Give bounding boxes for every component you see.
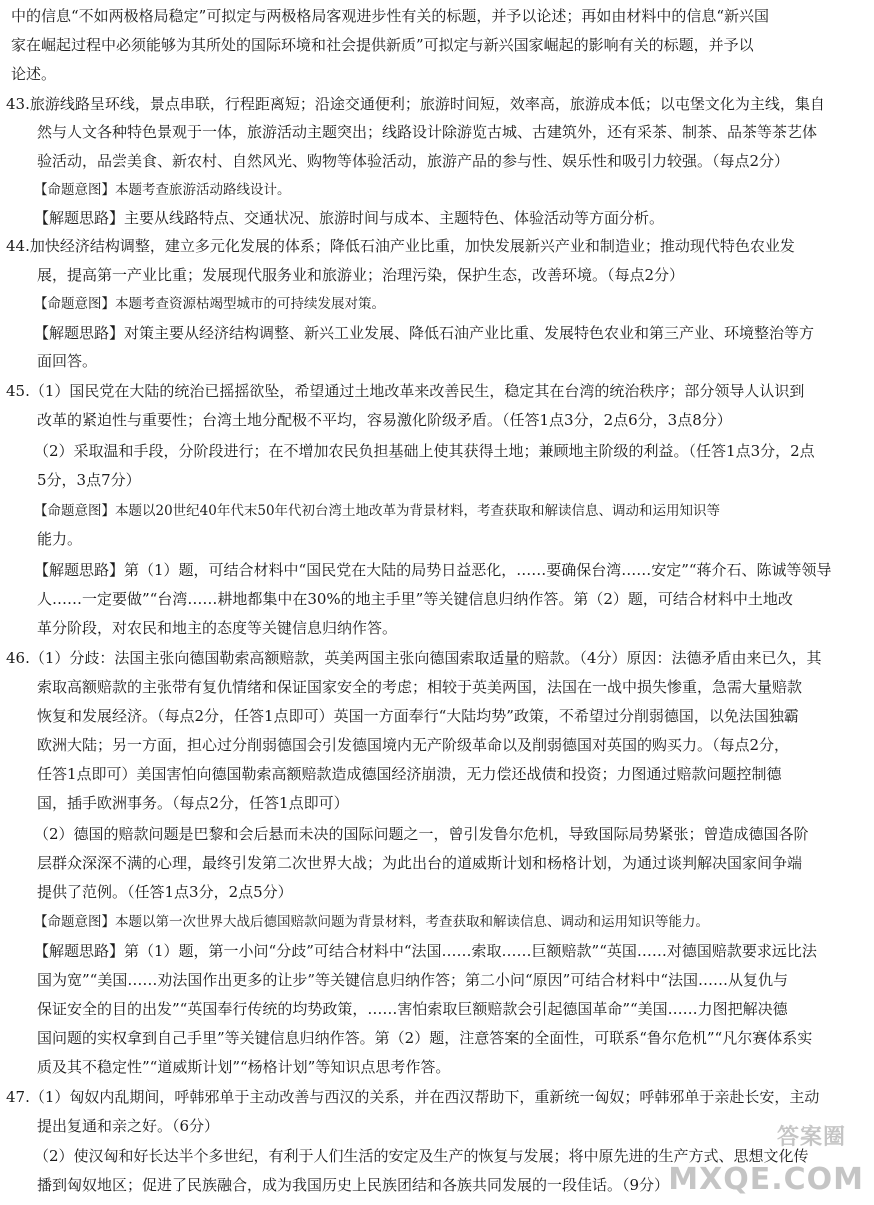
analysis-45: 【解题思路】第（1）题，可结合材料中“国民党在大陆的局势日益恶化，……要确保台湾……安定”“蒋介石、陈诚等领导: [34, 561, 832, 579]
intent-43: 【命题意图】本题考查旅游活动路线设计。: [34, 182, 291, 198]
text-line: 播到匈奴地区；促进了民族融合，成为我国历史上民族团结和各族共同发展的一段佳话。（9分）: [37, 1176, 670, 1194]
text-line: 提供了范例。（任答1点3分，2点5分）: [37, 883, 293, 901]
text-line: 任答1点即可）美国害怕向德国勒索高额赔款造成德国经济崩溃，无力偿还战债和投资；力图通过赔款问题控制德: [37, 765, 782, 783]
text-line: 层群众深深不满的心理，最终引发第二次世界大战；为此出台的道威斯计划和杨格计划，为通过谈判解决国家间争端: [37, 854, 803, 872]
text-line: （2）德国的赔款问题是巴黎和会后悬而未决的国际问题之一，曾引发鲁尔危机，导致国际局势紧张；曾造成德国各阶: [34, 825, 809, 843]
text-line: 中的信息“不如两极格局稳定”可拟定与两极格局客观进步性有关的标题，并予以论述；再如由材料中的信息“新兴国: [11, 7, 770, 25]
text-line: 面回答。: [37, 352, 98, 370]
text-line: 展，提高第一产业比重；发展现代服务业和旅游业；治理污染，保护生态，改善环境。（每点2分）: [37, 266, 685, 284]
question-45: 45.（1）国民党在大陆的统治已摇摇欲坠，希望通过土地改革来改善民生，稳定其在台湾的统治秩序；部分领导人认识到: [6, 382, 805, 400]
question-44: 44.加快经济结构调整，建立多元化发展的体系；降低石油产业比重，加快发展新兴产业和制造业；推动现代特色农业发: [6, 237, 795, 255]
text-line: 国问题的实权拿到自己手里”等关键信息归纳作答。第（2）题，注意答案的全面性，可联系“鲁尔危机”“凡尔赛体系实: [37, 1029, 813, 1047]
intent-45: 【命题意图】本题以20世纪40年代末50年代初台湾土地改革为背景材料，考查获取和解读信息、调动和运用知识等: [34, 503, 721, 519]
question-47: 47.（1）匈奴内乱期间，呼韩邪单于主动改善与西汉的关系，并在西汉帮助下，重新统一匈奴；呼韩邪单于亲赴长安，主动: [6, 1088, 820, 1106]
text-line: 能力。: [37, 530, 83, 548]
text-line: 验活动，品尝美食、新农村、自然风光、购物等体验活动，旅游产品的参与性、娱乐性和吸引力较强。（每点2分）: [37, 152, 790, 170]
text-line: 家在崛起过程中必须能够为其所处的国际环境和社会提供新质”可拟定与新兴国家崛起的影响有关的标题，并予以: [11, 36, 754, 54]
text-line: 革分阶段，对农民和地主的态度等关键信息归纳作答。: [37, 619, 398, 637]
text-line: 论述。: [11, 65, 57, 83]
watermark-top-text: 答案圈: [776, 1125, 846, 1150]
analysis-44: 【解题思路】对策主要从经济结构调整、新兴工业发展、降低石油产业比重、发展特色农业和第三产业、环境整治等方: [34, 324, 815, 342]
text-line: 然与人文各种特色景观于一体，旅游活动主题突出；线路设计除游览古城、古建筑外，还有采茶、制茶、品茶等茶艺体: [37, 123, 818, 141]
text-line: 恢复和发展经济。（每点2分，任答1点即可）英国一方面奉行“大陆均势”政策，不希望过分削弱德国，以免法国独霸: [37, 707, 799, 725]
analysis-46: 【解题思路】第（1）题，第一小问“分歧”可结合材料中“法国……索取……巨额赔款”“英国……对德国赔款要求远比法: [34, 942, 817, 960]
text-line: 5分，3点7分）: [37, 471, 141, 489]
text-line: 国，插手欧洲事务。（每点2分，任答1点即可）: [37, 794, 349, 812]
text-line: 索取高额赔款的主张带有复仇情绪和保证国家安全的考虑；相较于英美两国，法国在一战中损失惨重，急需大量赔款: [37, 678, 803, 696]
text-line: 提出复通和亲之好。（6分）: [37, 1117, 220, 1135]
intent-46: 【命题意图】本题以第一次世界大战后德国赔款问题为背景材料，考查获取和解读信息、调动和运用知识等能力。: [34, 914, 709, 930]
analysis-43: 【解题思路】主要从线路特点、交通状况、旅游时间与成本、主题特色、体验活动等方面分析。: [34, 209, 665, 227]
text-line: 改革的紧迫性与重要性；台湾土地分配极不平均，容易激化阶级矛盾。（任答1点3分，2点6分，3点8分）: [37, 411, 732, 429]
question-43: 43.旅游线路呈环线，景点串联，行程距离短；沿途交通便利；旅游时间短，效率高，旅游成本低；以屯堡文化为主线，集自: [6, 95, 825, 113]
question-46: 46.（1）分歧：法国主张向德国勒索高额赔款，英美两国主张向德国索取适量的赔款。（4分）原因：法德矛盾由来已久，其: [6, 649, 822, 667]
watermark-bottom-text: MXQE.COM: [668, 1162, 864, 1197]
site-watermark: [668, 1125, 864, 1197]
text-line: 欧洲大陆；另一方面，担心过分削弱德国会引发德国境内无产阶级革命以及削弱德国对英国的购买力。（每点2分，: [37, 736, 790, 754]
text-line: 国为宽”“美国……劝法国作出更多的让步”等关键信息归纳作答；第二小问“原因”可结合材料中“法国……从复仇与: [37, 971, 789, 989]
text-line: 质及其不稳定性”“道威斯计划”“杨格计划”等知识点思考作答。: [37, 1058, 451, 1076]
text-line: 人……一定要做”“台湾……耕地都集中在30%的地主手里”等关键信息归纳作答。第（2）题，可结合材料中土地改: [37, 590, 793, 608]
text-line: 保证安全的目的出发”“英国奉行传统的均势政策，……害怕索取巨额赔款会引起德国革命”“美国……力图把解决德: [37, 1000, 788, 1018]
intent-44: 【命题意图】本题考查资源枯竭型城市的可持续发展对策。: [34, 296, 385, 312]
text-line: （2）采取温和手段，分阶段进行；在不增加农民负担基础上使其获得土地；兼顾地主阶级的利益。（任答1点3分，2点: [34, 442, 815, 460]
text-line: （2）使汉匈和好长达半个多世纪，有利于人们生活的安定及生产的恢复与发展；将中原先进的生产方式、思想文化传: [34, 1147, 809, 1165]
